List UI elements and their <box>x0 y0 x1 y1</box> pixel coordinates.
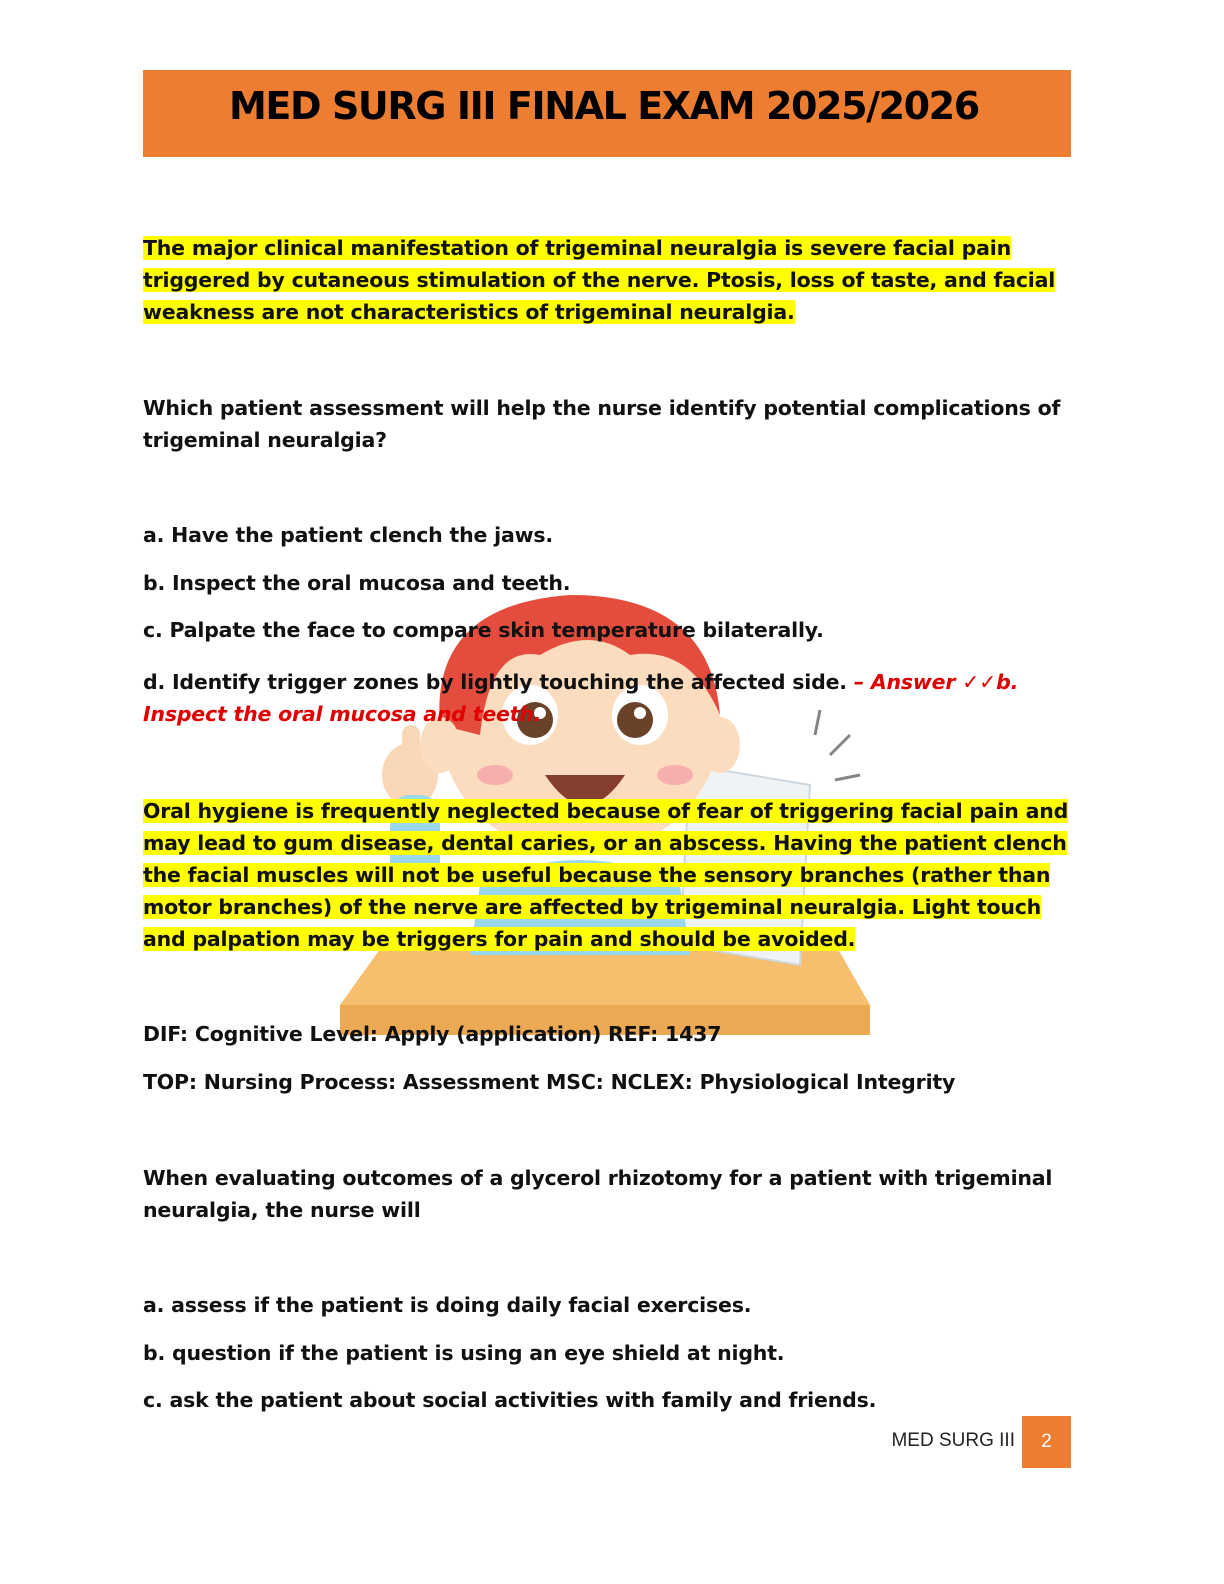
page-title: MED SURG III FINAL EXAM 2025/2026 <box>229 84 979 128</box>
q3-stem: When evaluating outcomes of a glycerol rhizotomy for a patient with trigeminal neuralgia, the nurse will <box>143 1166 1053 1222</box>
q2-option-d-with-answer <box>143 666 1073 730</box>
q1-rationale-text: The major clinical manifestation of trigeminal neuralgia is severe facial pain triggered by cutaneous stimulation of the nerve. Ptosis, loss of taste, and facial weakness are not characteristics of trigeminal neuralgia. <box>143 236 1056 324</box>
q2-option-c: c. Palpate the face to compare skin temperature bilaterally. <box>143 618 824 642</box>
q2-top: TOP: Nursing Process: Assessment MSC: NCLEX: Physiological Integrity <box>143 1070 956 1094</box>
q2-option-a: a. Have the patient clench the jaws. <box>143 523 553 547</box>
q2-answer: – Answer ✓✓b. Inspect the oral mucosa and teeth. <box>143 670 1019 726</box>
q3-option-c: c. ask the patient about social activities with family and friends. <box>143 1388 877 1412</box>
title-banner <box>143 70 1071 157</box>
q3-option-a: a. assess if the patient is doing daily facial exercises. <box>143 1293 752 1317</box>
q2-stem: Which patient assessment will help the nurse identify potential complications of trigeminal neuralgia? <box>143 396 1061 452</box>
q2-rationale <box>143 795 1073 955</box>
footer-label: MED SURG III <box>891 1430 1015 1451</box>
q2-rationale-text: Oral hygiene is frequently neglected because of fear of triggering facial pain and may lead to gum disease, dental caries, or an abscess. Having the patient clench the facial muscles will not be useful because the sensory branches (rather than motor branches) of the nerve are affected by trigeminal neuralgia. Light touch and palpation may be triggers for pain and should be avoided. <box>143 799 1069 951</box>
q2-dif: DIF: Cognitive Level: Apply (application) REF: 1437 <box>143 1022 722 1046</box>
q3-option-b: b. question if the patient is using an eye shield at night. <box>143 1341 785 1365</box>
q2-option-d: d. Identify trigger zones by lightly touching the affected side. <box>143 670 847 694</box>
page-number: 2 <box>1022 1416 1071 1468</box>
q1-rationale <box>143 232 1073 328</box>
q2-option-b: b. Inspect the oral mucosa and teeth. <box>143 571 571 595</box>
